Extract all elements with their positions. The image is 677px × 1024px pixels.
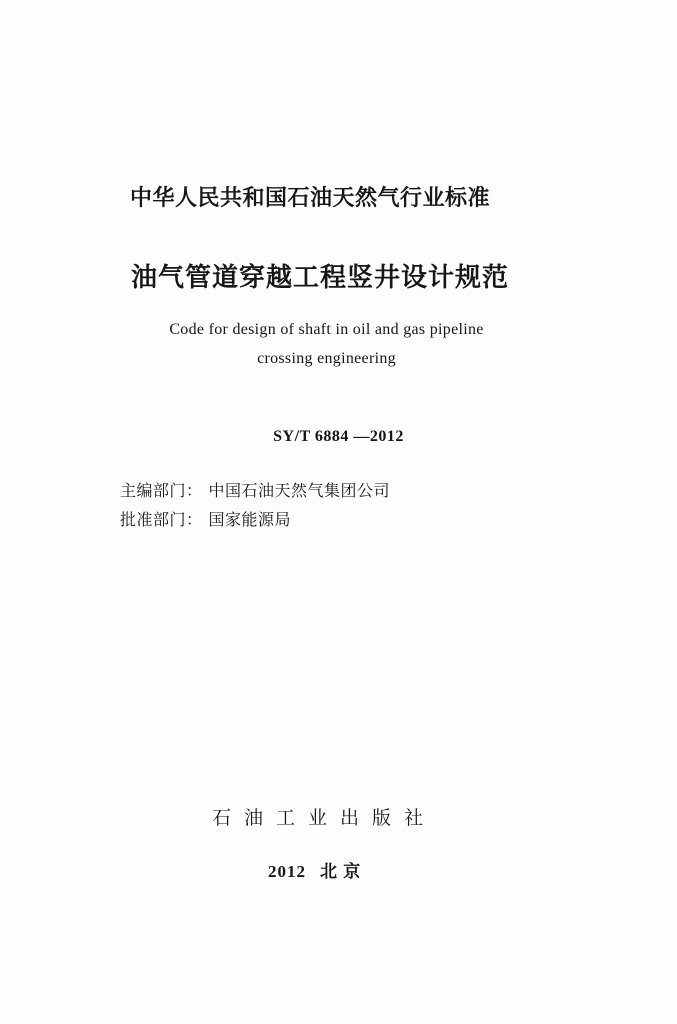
approver-department [120,507,291,530]
standard-code: SY/T 6884 —2012 [273,428,404,445]
document-title-english-line-1: Code for design of shaft in oil and gas pipeline [169,321,484,338]
document-title-english-line-2: crossing engineering [257,350,396,367]
editor-label: 主编部门： [120,481,203,500]
editor-department [120,478,390,501]
approver-value: 国家能源局 [208,510,292,529]
standard-series: 中华人民共和国石油天然气行业标准 [130,186,491,211]
publisher-name: 石油工业出版社 [212,807,437,829]
publication-info [268,857,361,882]
approver-label: 批准部门： [120,510,203,529]
editor-value: 中国石油天然气集团公司 [208,481,391,500]
document-title-chinese: 油气管道穿越工程竖井设计规范 [131,263,510,293]
publication-year: 2012 [268,862,306,881]
publication-city: 北 京 [320,862,362,881]
